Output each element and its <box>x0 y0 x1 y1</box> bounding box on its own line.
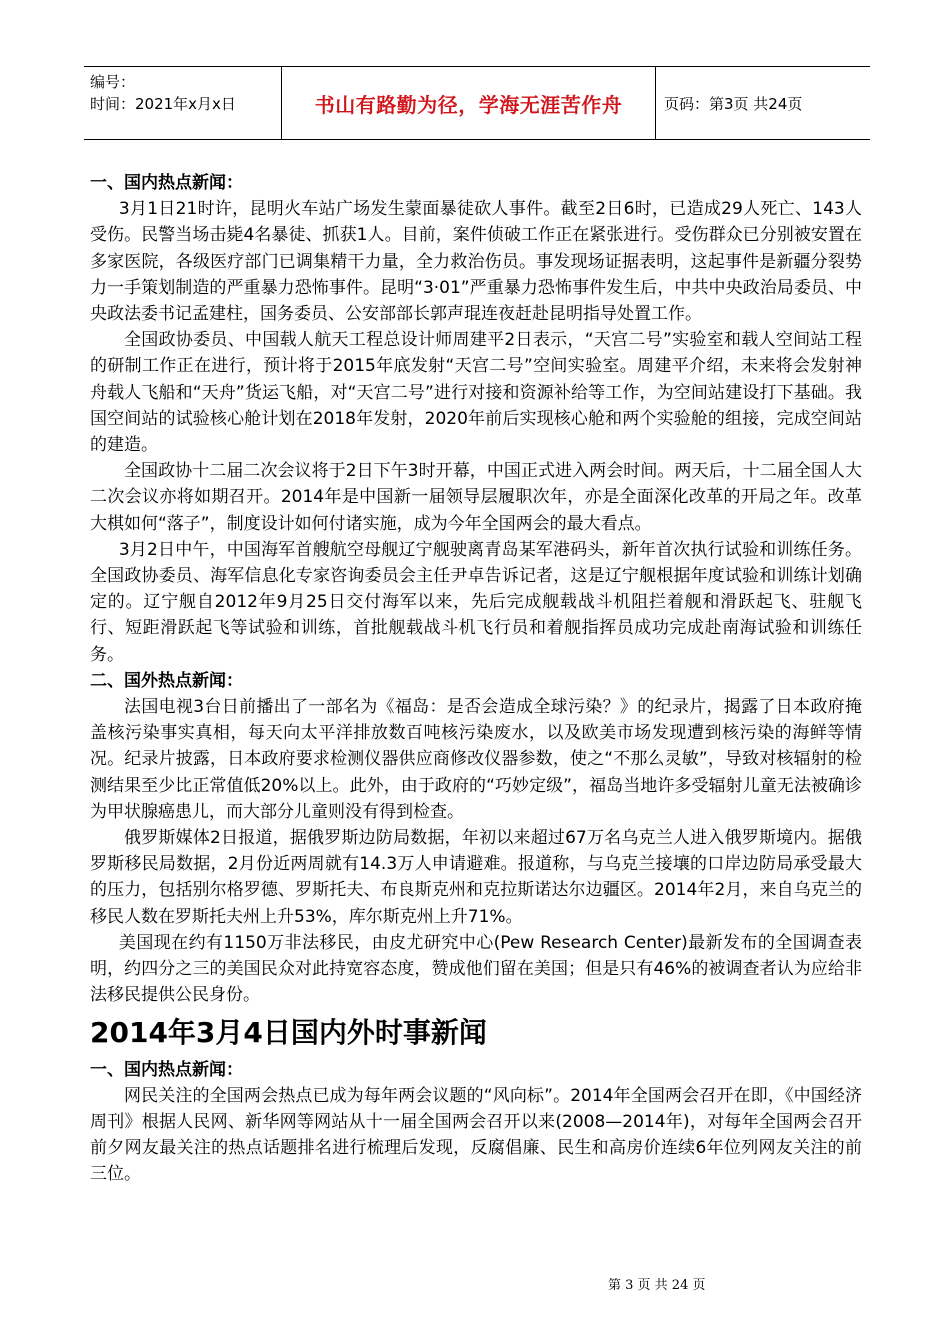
header-meta <box>84 67 282 139</box>
paragraph: 全国政协十二届二次会议将于2日下午3时开幕，中国正式进入两会时间。两天后，十二届全国人大二次会议亦将如期召开。2014年是中国新一届领导层履职次年，亦是全面深化改革的开局之年。改革大棋如何“落子”，制度设计如何付诸实施，成为今年全国两会的最大看点。 <box>90 461 862 534</box>
paragraph: 3月1日21时许，昆明火车站广场发生蒙面暴徒砍人事件。截至2日6时，已造成29人死亡、143人受伤。民警当场击毙4名暴徒、抓获1人。目前，案件侦破工作正在紧张进行。受伤群众已分别被安置在多家医院，各级医疗部门已调集精干力量，全力救治伤员。事发现场证据表明，这起事件是新疆分裂势力一手策划制造的严重暴力恐怖事件。昆明“3·01”严重暴力恐怖事件发生后，中共中央政治局委员、中央政法委书记孟建柱，国务委员、公安部部长郭声琨连夜赶赴昆明指导处置工作。 <box>90 199 862 325</box>
header-time-label: 时间：2021年x月x日 <box>90 95 236 113</box>
paragraph: 俄罗斯媒体2日报道，据俄罗斯边防局数据，年初以来超过67万名乌克兰人进入俄罗斯境内。据俄罗斯移民局数据，2月份近两周就有14.3万人申请避难。报道称，与乌克兰接壤的口岸边防局承受最大的压力，包括别尔格罗德、罗斯托夫、布良斯克州和克拉斯诺达尔边疆区。2014年2月，来自乌克兰的移民人数在罗斯托夫州上升53%，库尔斯克州上升71%。 <box>90 828 862 927</box>
page-footer: 第 3 页 共 24 页 <box>608 1278 706 1293</box>
section-heading-domestic-2: 一、国内热点新闻： <box>90 1059 243 1080</box>
header-page-info: 页码：第3页 共24页 <box>664 94 803 113</box>
news-date-title: 2014年3月4日国内外时事新闻 <box>90 1015 487 1049</box>
paragraph: 网民关注的全国两会热点已成为每年两会议题的“风向标”。2014年全国两会召开在即，《中国经济周刊》根据人民网、新华网等网站从十一届全国两会召开以来(2008—2014年)，对每年全国两会召开前夕网友最关注的热点话题排名进行梳理后发现，反腐倡廉、民生和高房价连续6年位列网友关注的前三位。 <box>90 1085 862 1185</box>
header-motto: 书山有路勤为径，学海无涯苦作舟 <box>282 67 656 139</box>
document-body <box>90 170 862 1188</box>
paragraph: 全国政协委员、中国载人航天工程总设计师周建平2日表示，“天宫二号”实验室和载人空间站工程的研制工作正在进行，预计将于2015年底发射“天宫二号”空间实验室。周建平介绍，未来将会发射神舟载人飞船和“天舟”货运飞船，对“天宫二号”进行对接和资源补给等工作，为空间站建设打下基础。我国空间站的试验核心舱计划在2018年发射，2020年前后实现核心舱和两个实验舱的组接，完成空间站的建造。 <box>90 330 862 456</box>
page-header <box>84 66 870 140</box>
section-heading-domestic: 一、国内热点新闻： <box>90 173 243 193</box>
paragraph: 3月2日中午，中国海军首艘航空母舰辽宁舰驶离青岛某军港码头，新年首次执行试验和训练任务。全国政协委员、海军信息化专家咨询委员会主任尹卓告诉记者，这是辽宁舰根据年度试验和训练计划确定的。辽宁舰自2012年9月25日交付海军以来，先后完成舰载战斗机阻拦着舰和滑跃起飞、驻舰飞行、短距滑跃起飞等试验和训练，首批舰载战斗机飞行员和着舰指挥员成功完成赴南海试验和训练任务。 <box>90 539 862 665</box>
header-number-label: 编号： <box>90 73 136 91</box>
paragraph: 美国现在约有1150万非法移民，由皮尤研究中心(Pew Research Center)最新发布的全国调查表明，约四分之三的美国民众对此持宽容态度，赞成他们留在美国；但是只有46%的被调查者认为应给非法移民提供公民身份。 <box>90 932 862 1006</box>
section-heading-foreign: 二、国外热点新闻： <box>90 670 243 691</box>
paragraph: 法国电视3台日前播出了一部名为《福岛：是否会造成全球污染？》的纪录片，揭露了日本政府掩盖核污染事实真相，每天向太平洋排放数百吨核污染废水，以及欧美市场发现遭到核污染的海鲜等情况。纪录片披露，日本政府要求检测仪器供应商修改仪器参数，使之“不那么灵敏”，导致对核辐射的检测结果至少比正常值低20%以上。此外，由于政府的“巧妙定级”，福岛当地许多受辐射儿童无法被确诊为甲状腺癌患儿，而大部分儿童则没有得到检查。 <box>90 697 862 822</box>
